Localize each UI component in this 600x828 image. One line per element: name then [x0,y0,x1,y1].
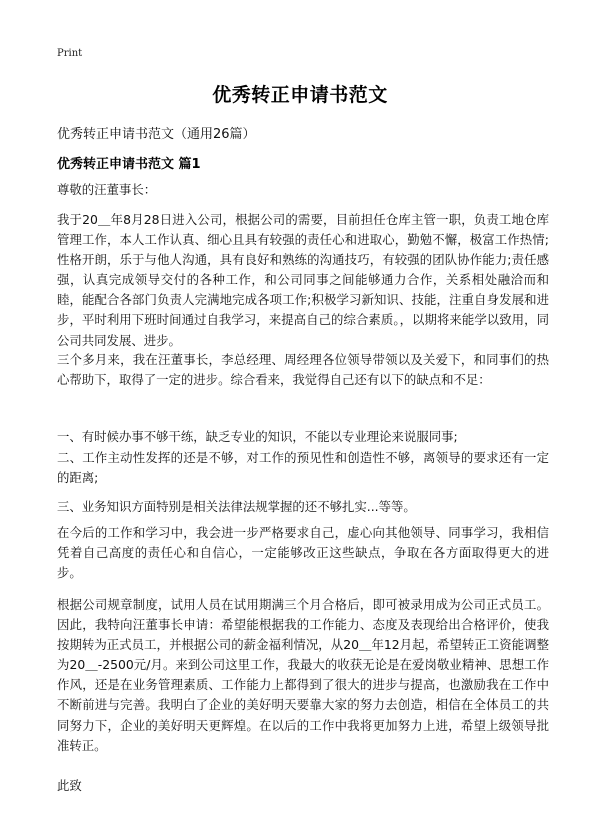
paragraph-improvement: 在今后的工作和学习中，我会进一步严格要求自己，虚心向其他领导、同事学习，我相信凭着自己高度的责任心和自信心，一定能够改正这些缺点，争取在各方面取得更大的进步。 [57,525,549,581]
document-subtitle: 优秀转正申请书范文（通用26篇） [57,127,256,142]
paragraph-shortcoming-3: 三、业务知识方面特别是相关法律法规掌握的还不够扎实...等等。 [57,499,416,514]
paragraph-progress: 三个多月来，我在汪董事长，李总经理、周经理各位领导带领以及关爱下，和同事们的热心帮助下，取得了一定的进步。综合看来，我觉得自己还有以下的缺点和不足： [57,352,549,388]
paragraph-intro: 我于20＿年8月28日进入公司，根据公司的需要，目前担任仓库主管一职，负责工地仓库管理工作，本人工作认真、细心且具有较强的责任心和进取心，勤勉不懈，极富工作热情;性格开朗，乐于与他人沟通，具有良好和熟练的沟通技巧，有较强的团队协作能力;责任感强，认真完成领导交付的各种工作，和公司同事之间能够通力合作，关系相处融洽而和睦，能配合各部门负责人完满地完成各项工作;积极学习新知识、技能，注重自身发展和进步，平时利用下班时间通过自我学习，来提高自己的综合素质。，以期将来能学以致用，同公司共同发展、进步。 [57,212,549,348]
paragraph-request: 根据公司规章制度，试用人员在试用期满三个月合格后，即可被录用成为公司正式员工。因此，我特向汪董事长申请：希望能根据我的工作能力、态度及表现给出合格评价，使我按期转为正式员工，并根据公司的薪金福利情况，从20＿年12月起，希望转正工资能调整为20＿-2500元/月。来到公司这里工作，我最大的收获无论是在爱岗敬业精神、思想工作作风，还是在业务管理素质、工作能力上都得到了很大的进步与提高，也激励我在工作中不断前进与完善。我明白了企业的美好明天要靠大家的努力去创造，相信在全体员工的共同努力下，企业的美好明天更辉煌。在以后的工作中我将更加努力上进，希望上级领导批准转正。 [57,597,549,753]
section-title: 优秀转正申请书范文 篇1 [57,157,201,172]
closing-text: 此致 [57,778,82,793]
paragraph-shortcoming-1: 一、有时候办事不够干练，缺乏专业的知识，不能以专业理论来说服同事; [57,429,458,444]
greeting: 尊敬的汪董事长： [57,182,157,197]
document-title: 优秀转正申请书范文 [212,84,388,106]
paragraph-shortcoming-2: 二、工作主动性发挥的还是不够，对工作的预见性和创造性不够，离领导的要求还有一定的距离; [57,450,549,486]
print-label: Print [57,48,83,59]
